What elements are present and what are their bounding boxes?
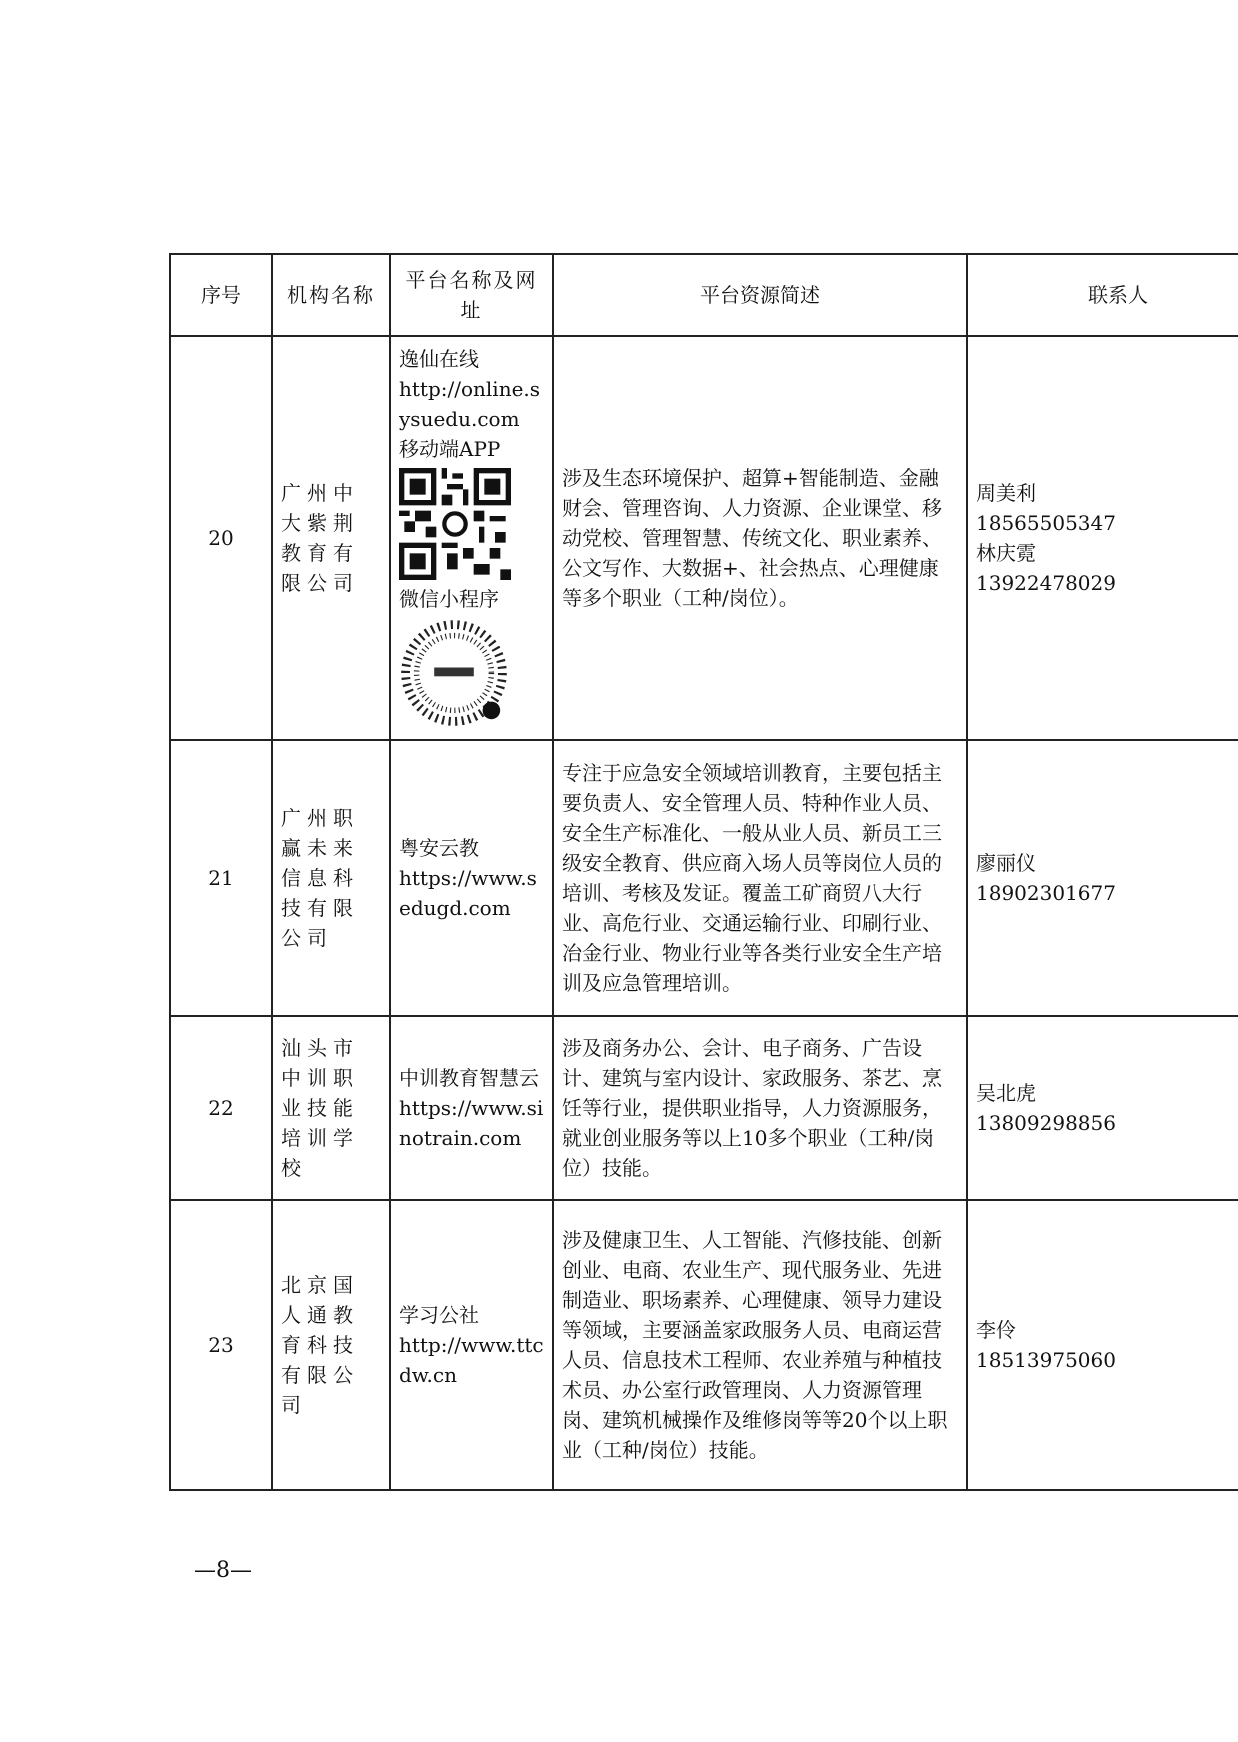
platform-table [169, 253, 1238, 1491]
contact-name: 林庆霓 [976, 541, 1036, 565]
page-number: —8— [194, 1558, 252, 1583]
row-no: 21 [170, 740, 272, 1016]
contact-name: 吴北虎 [976, 1081, 1036, 1105]
table-row [170, 1016, 1238, 1200]
row-no: 20 [170, 336, 272, 740]
header-org: 机构名称 [272, 254, 390, 336]
table-row [170, 740, 1238, 1016]
row-no: 23 [170, 1200, 272, 1490]
row-no: 22 [170, 1016, 272, 1200]
table-header-row [170, 254, 1238, 336]
mini-program-label: 微信小程序 [399, 587, 499, 611]
platform-url[interactable]: https://www.sinotrain.com [399, 1096, 544, 1150]
header-contact: 联系人 [967, 254, 1238, 336]
contact-phone: 13809298856 [976, 1111, 1116, 1135]
contact-name: 李伶 [976, 1318, 1016, 1342]
row-platform [390, 1200, 553, 1490]
table-row [170, 336, 1238, 740]
table-row [170, 1200, 1238, 1490]
row-platform [390, 740, 553, 1016]
mini-program-code-icon [399, 618, 509, 728]
row-org: 汕头市中训职业技能培训学校 [272, 1016, 390, 1200]
contact-phone: 18513975060 [976, 1348, 1116, 1372]
header-desc: 平台资源简述 [553, 254, 967, 336]
platform-name: 学习公社 [399, 1303, 479, 1327]
row-contact [967, 1200, 1238, 1490]
row-contact [967, 336, 1238, 740]
platform-url[interactable]: https://www.sedugd.com [399, 866, 537, 920]
row-contact [967, 740, 1238, 1016]
platform-name: 逸仙在线 [399, 347, 479, 371]
row-platform [390, 336, 553, 740]
contact-name: 周美利 [976, 481, 1036, 505]
contact-phone: 18902301677 [976, 881, 1116, 905]
row-desc: 涉及健康卫生、人工智能、汽修技能、创新创业、电商、农业生产、现代服务业、先进制造业、职场素养、心理健康、领导力建设等领域，主要涵盖家政服务人员、电商运营人员、信息技术工程师、农业养殖与种植技术员、办公室行政管理岗、人力资源管理岗、建筑机械操作及维修岗等等20个以上职业（工种/岗位）技能。 [553, 1200, 967, 1490]
header-platform: 平台名称及网址 [390, 254, 553, 336]
row-contact [967, 1016, 1238, 1200]
header-no: 序号 [170, 254, 272, 336]
row-org: 北京国人通教育科技有限公司 [272, 1200, 390, 1490]
platform-name: 中训教育智慧云 [399, 1066, 539, 1090]
contact-phone: 13922478029 [976, 571, 1116, 595]
row-platform [390, 1016, 553, 1200]
app-label: 移动端APP [399, 437, 501, 461]
app-qr-code-icon [399, 468, 511, 580]
row-org: 广州职赢未来信息科技有限公司 [272, 740, 390, 1016]
row-desc: 涉及商务办公、会计、电子商务、广告设计、建筑与室内设计、家政服务、茶艺、烹饪等行业，提供职业指导，人力资源服务，就业创业服务等以上10多个职业（工种/岗位）技能。 [553, 1016, 967, 1200]
platform-url[interactable]: http://online.sysuedu.com [399, 377, 541, 431]
platform-url[interactable]: http://www.ttcdw.cn [399, 1333, 544, 1387]
row-desc: 专注于应急安全领域培训教育，主要包括主要负责人、安全管理人员、特种作业人员、安全生产标准化、一般从业人员、新员工三级安全教育、供应商入场人员等岗位人员的培训、考核及发证。覆盖工矿商贸八大行业、高危行业、交通运输行业、印刷行业、冶金行业、物业行业等各类行业安全生产培训及应急管理培训。 [553, 740, 967, 1016]
contact-name: 廖丽仪 [976, 851, 1036, 875]
platform-name: 粤安云教 [399, 836, 479, 860]
row-desc: 涉及生态环境保护、超算+智能制造、金融财会、管理咨询、人力资源、企业课堂、移动党校、管理智慧、传统文化、职业素养、公文写作、大数据+、社会热点、心理健康等多个职业（工种/岗位）。 [553, 336, 967, 740]
row-org: 广州中大紫荆教育有限公司 [272, 336, 390, 740]
contact-phone: 18565505347 [976, 511, 1116, 535]
